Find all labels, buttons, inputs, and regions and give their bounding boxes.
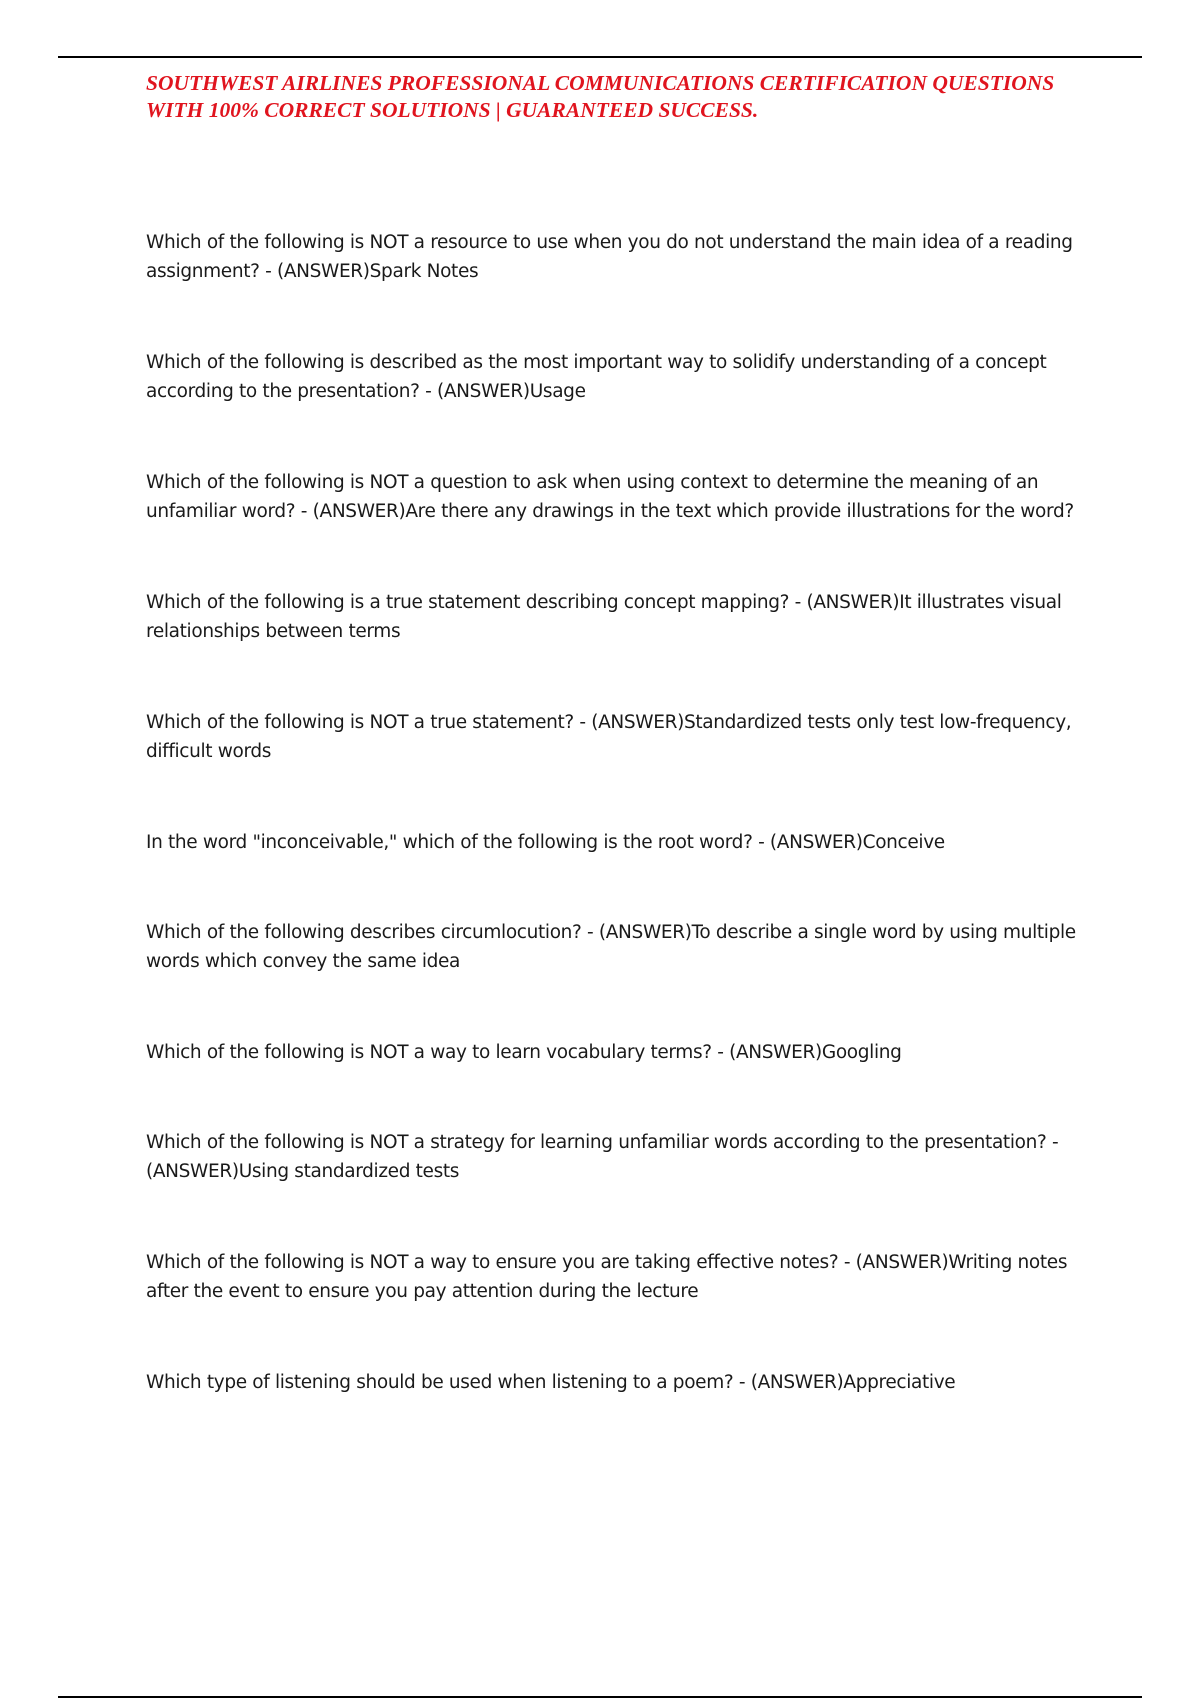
qa-item-4: Which of the following is a true statement describing concept mapping? - (ANSWER)It illustrates visual relationships between terms	[146, 592, 1062, 642]
qa-item-6: In the word "inconceivable," which of the following is the root word? - (ANSWER)Conceive	[146, 832, 945, 853]
document-title: SOUTHWEST AIRLINES PROFESSIONAL COMMUNICATIONS CERTIFICATION QUESTIONS WITH 100% CORRECT SOLUTIONS | GUARANTEED SUCCESS.	[146, 71, 1055, 122]
qa-item-2: Which of the following is described as the most important way to solidify understanding of a concept according to the presentation? - (ANSWER)Usage	[146, 352, 1047, 402]
qa-item-3: Which of the following is NOT a question to ask when using context to determine the meaning of an unfamiliar word? - (ANSWER)Are there any drawings in the text which provide illustrations for the word?	[146, 472, 1074, 522]
qa-item-1: Which of the following is NOT a resource to use when you do not understand the main idea of a reading assignment? - (ANSWER)Spark Notes	[146, 232, 1073, 282]
qa-item-8: Which of the following is NOT a way to learn vocabulary terms? - (ANSWER)Googling	[146, 1042, 902, 1063]
qa-item-7: Which of the following describes circumlocution? - (ANSWER)To describe a single word by using multiple words which convey the same idea	[146, 922, 1076, 972]
qa-item-10: Which of the following is NOT a way to ensure you are taking effective notes? - (ANSWER)Writing notes after the event to ensure you pay attention during the lecture	[146, 1252, 1068, 1302]
footer-rule	[58, 1696, 1142, 1698]
qa-item-9: Which of the following is NOT a strategy for learning unfamiliar words according to the presentation? - (ANSWER)Using standardized tests	[146, 1132, 1059, 1182]
qa-item-11: Which type of listening should be used when listening to a poem? - (ANSWER)Appreciative	[146, 1372, 956, 1393]
header-rule	[58, 56, 1142, 58]
qa-item-5: Which of the following is NOT a true statement? - (ANSWER)Standardized tests only test low-frequency, difficult words	[146, 712, 1072, 762]
